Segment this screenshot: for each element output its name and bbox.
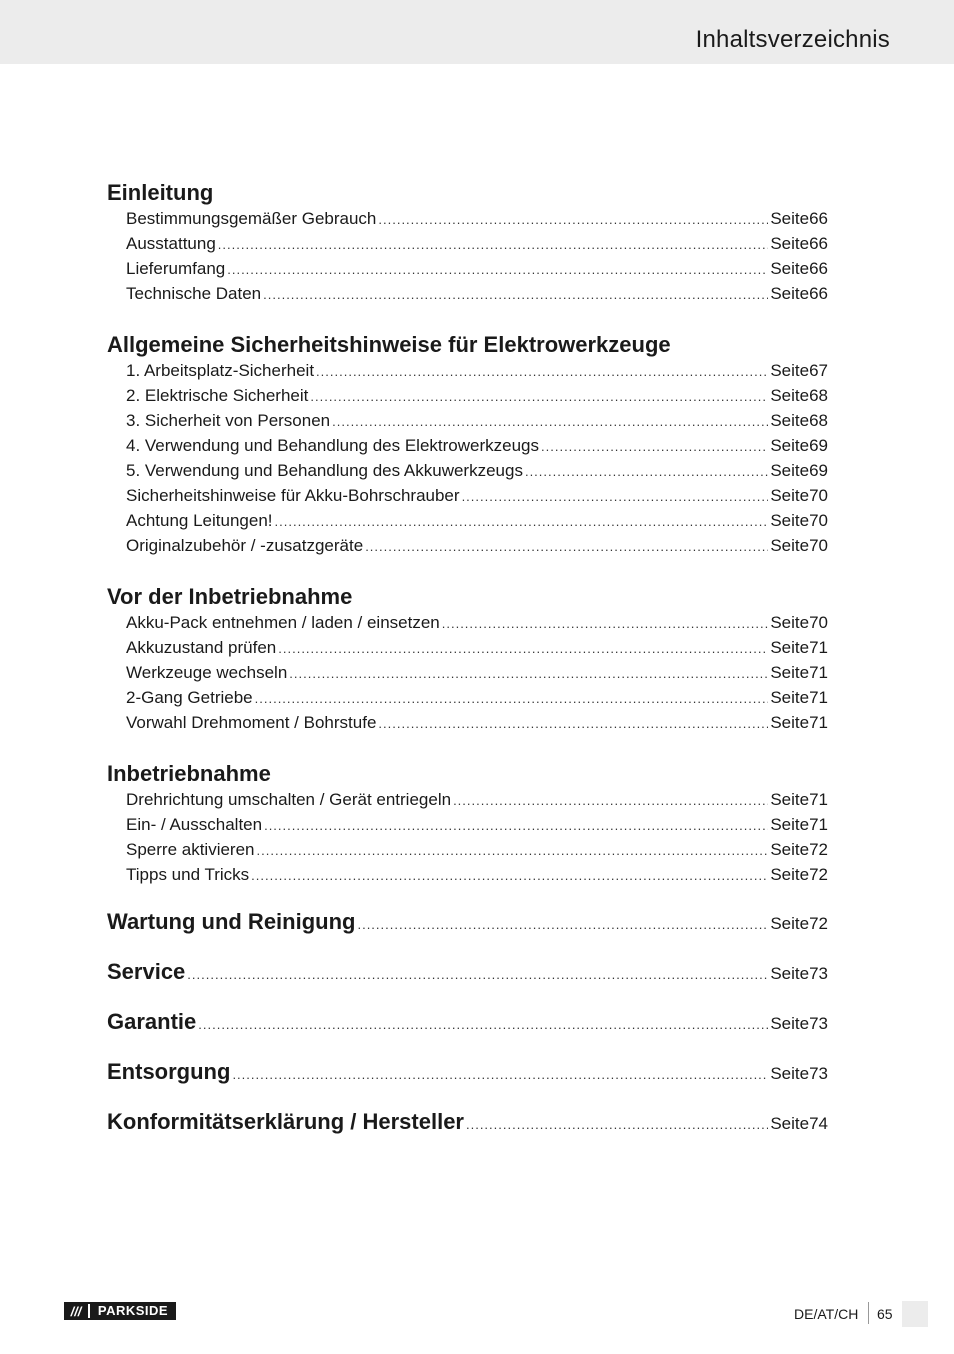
seite-label: Seite xyxy=(770,815,810,834)
entry-label: 5. Verwendung und Behandlung des Akkuwerkzeugs xyxy=(126,461,523,480)
dot-leader xyxy=(357,910,768,940)
seite-label: Seite xyxy=(770,209,810,228)
spacer xyxy=(107,987,828,1007)
dot-leader xyxy=(289,660,768,686)
toc-entry[interactable] xyxy=(107,383,828,408)
seite-label: Seite xyxy=(770,361,810,380)
page-number: 73 xyxy=(809,1014,828,1033)
dot-leader xyxy=(232,1060,768,1090)
section-title: Einleitung xyxy=(107,180,214,205)
dot-leader xyxy=(525,458,768,484)
page-number: 71 xyxy=(809,815,828,834)
dot-leader xyxy=(442,610,769,636)
page-title: Inhaltsverzeichnis xyxy=(695,26,890,53)
seite-label: Seite xyxy=(770,964,810,983)
heading-entry-label: Service xyxy=(107,959,186,984)
toc-entry[interactable] xyxy=(107,812,828,837)
toc-entry[interactable] xyxy=(107,408,828,433)
seite-label: Seite xyxy=(770,386,810,405)
heading-entry-label: Garantie xyxy=(107,1009,197,1034)
dot-leader xyxy=(263,281,768,307)
page-number: 72 xyxy=(809,865,828,884)
logo-stripes-icon: /// xyxy=(70,1303,82,1319)
toc-entry[interactable] xyxy=(107,837,828,862)
toc-heading-entry-garantie[interactable] xyxy=(107,1007,828,1037)
entry-label: Ausstattung xyxy=(126,234,216,253)
spacer xyxy=(107,1087,828,1107)
heading-entry-label: Entsorgung xyxy=(107,1059,231,1084)
page-number: 74 xyxy=(809,1114,828,1133)
dot-leader xyxy=(541,433,768,459)
page-number: 68 xyxy=(809,411,828,430)
seite-label: Seite xyxy=(770,461,810,480)
entry-label: Akkuzustand prüfen xyxy=(126,638,277,657)
footer-divider xyxy=(868,1302,869,1324)
toc-section-inbetriebnahme xyxy=(107,761,828,887)
dot-leader xyxy=(218,231,769,257)
entry-label: 1. Arbeitsplatz-Sicherheit xyxy=(126,361,315,380)
entry-label: 2. Elektrische Sicherheit xyxy=(126,386,309,405)
toc-section-vor-der-inbetriebnahme xyxy=(107,584,828,735)
toc-entry[interactable] xyxy=(107,710,828,735)
entry-label: Ein- / Ausschalten xyxy=(126,815,263,834)
dot-leader xyxy=(365,533,768,559)
entry-label: Achtung Leitungen! xyxy=(126,511,273,530)
entry-label: Drehrichtung umschalten / Gerät entriegeln xyxy=(126,790,452,809)
heading-entry-label: Konformitätserklärung / Hersteller xyxy=(107,1109,464,1134)
seite-label: Seite xyxy=(770,486,810,505)
entry-label: Tipps und Tricks xyxy=(126,865,250,884)
page-number: 66 xyxy=(809,284,828,303)
toc-entry[interactable] xyxy=(107,787,828,812)
page-number: 71 xyxy=(809,688,828,707)
dot-leader xyxy=(227,256,768,282)
dot-leader xyxy=(187,960,768,990)
heading-entry-label: Wartung und Reinigung xyxy=(107,909,356,934)
dot-leader xyxy=(198,1010,768,1040)
page-number: 67 xyxy=(809,361,828,380)
toc-entry[interactable] xyxy=(107,358,828,383)
dot-leader xyxy=(466,1110,768,1140)
toc-heading-entry-wartung[interactable] xyxy=(107,907,828,937)
seite-label: Seite xyxy=(770,1114,810,1133)
spacer xyxy=(107,937,828,957)
page-number: 71 xyxy=(809,713,828,732)
toc-entry[interactable] xyxy=(107,685,828,710)
page-number: 71 xyxy=(809,790,828,809)
parkside-logo xyxy=(64,1302,176,1320)
page-number: 66 xyxy=(809,209,828,228)
page-number: 72 xyxy=(809,914,828,933)
entry-label: Sicherheitshinweise für Akku-Bohrschrauber xyxy=(126,486,460,505)
toc-section-einleitung xyxy=(107,180,828,306)
page-number: 66 xyxy=(809,234,828,253)
seite-label: Seite xyxy=(770,284,810,303)
seite-label: Seite xyxy=(770,688,810,707)
page-number: 70 xyxy=(809,511,828,530)
dot-leader xyxy=(251,862,768,888)
table-of-contents xyxy=(107,180,828,1137)
dot-leader xyxy=(255,685,769,711)
page-number: 70 xyxy=(809,536,828,555)
seite-label: Seite xyxy=(770,613,810,632)
toc-entry[interactable] xyxy=(107,508,828,533)
seite-label: Seite xyxy=(770,790,810,809)
seite-label: Seite xyxy=(770,411,810,430)
entry-label: Vorwahl Drehmoment / Bohrstufe xyxy=(126,713,377,732)
entry-label: 4. Verwendung und Behandlung des Elektrowerkzeugs xyxy=(126,436,540,455)
dot-leader xyxy=(462,483,769,509)
spacer xyxy=(107,735,828,761)
page-number: 72 xyxy=(809,840,828,859)
seite-label: Seite xyxy=(770,536,810,555)
toc-entry[interactable] xyxy=(107,281,828,306)
entry-label: Originalzubehör / -zusatzgeräte xyxy=(126,536,364,555)
section-title: Vor der Inbetriebnahme xyxy=(107,584,353,609)
seite-label: Seite xyxy=(770,1064,810,1083)
page-number: 73 xyxy=(809,1064,828,1083)
toc-entry[interactable] xyxy=(107,483,828,508)
dot-leader xyxy=(275,508,769,534)
seite-label: Seite xyxy=(770,914,810,933)
seite-label: Seite xyxy=(770,1014,810,1033)
page-number: 70 xyxy=(809,486,828,505)
entry-label: Technische Daten xyxy=(126,284,262,303)
footer-corner-box xyxy=(902,1301,928,1327)
page-number: 70 xyxy=(809,613,828,632)
page-number: 69 xyxy=(809,461,828,480)
entry-label: Bestimmungsgemäßer Gebrauch xyxy=(126,209,377,228)
toc-entry[interactable] xyxy=(107,660,828,685)
seite-label: Seite xyxy=(770,840,810,859)
entry-label: Sperre aktivieren xyxy=(126,840,255,859)
logo-text: PARKSIDE xyxy=(88,1304,176,1318)
section-title: Allgemeine Sicherheitshinweise für Elektrowerkzeuge xyxy=(107,332,671,357)
toc-entry[interactable] xyxy=(107,635,828,660)
seite-label: Seite xyxy=(770,259,810,278)
dot-leader xyxy=(278,635,768,661)
page-number: 69 xyxy=(809,436,828,455)
page-number: 71 xyxy=(809,663,828,682)
toc-entry[interactable] xyxy=(107,433,828,458)
toc-entry[interactable] xyxy=(107,862,828,887)
dot-leader xyxy=(257,837,769,863)
dot-leader xyxy=(378,710,768,736)
seite-label: Seite xyxy=(770,865,810,884)
spacer xyxy=(107,1037,828,1057)
toc-section-sicherheitshinweise xyxy=(107,332,828,558)
toc-entry[interactable] xyxy=(107,231,828,256)
footer-locale: DE/AT/CH xyxy=(794,1306,859,1322)
seite-label: Seite xyxy=(770,436,810,455)
dot-leader xyxy=(316,358,768,384)
toc-heading-entry-konformitaet[interactable] xyxy=(107,1107,828,1137)
spacer xyxy=(107,558,828,584)
dot-leader xyxy=(310,383,768,409)
toc-entry[interactable] xyxy=(107,458,828,483)
seite-label: Seite xyxy=(770,638,810,657)
section-title: Inbetriebnahme xyxy=(107,761,271,786)
dot-leader xyxy=(378,206,768,232)
seite-label: Seite xyxy=(770,511,810,530)
footer-page-number: 65 xyxy=(877,1306,893,1322)
spacer xyxy=(107,887,828,907)
page-number: 71 xyxy=(809,638,828,657)
entry-label: Lieferumfang xyxy=(126,259,226,278)
seite-label: Seite xyxy=(770,713,810,732)
page-number: 66 xyxy=(809,259,828,278)
entry-label: 2-Gang Getriebe xyxy=(126,688,253,707)
entry-label: 3. Sicherheit von Personen xyxy=(126,411,331,430)
dot-leader xyxy=(264,812,768,838)
toc-entry[interactable] xyxy=(107,610,828,635)
toc-heading-entry-service[interactable] xyxy=(107,957,828,987)
seite-label: Seite xyxy=(770,234,810,253)
toc-entry[interactable] xyxy=(107,256,828,281)
toc-entry[interactable] xyxy=(107,206,828,231)
dot-leader xyxy=(453,787,768,813)
page-number: 68 xyxy=(809,386,828,405)
seite-label: Seite xyxy=(770,663,810,682)
entry-label: Werkzeuge wechseln xyxy=(126,663,288,682)
toc-heading-entry-entsorgung[interactable] xyxy=(107,1057,828,1087)
toc-entry[interactable] xyxy=(107,533,828,558)
spacer xyxy=(107,306,828,332)
entry-label: Akku-Pack entnehmen / laden / einsetzen xyxy=(126,613,440,632)
page-number: 73 xyxy=(809,964,828,983)
dot-leader xyxy=(332,408,768,434)
